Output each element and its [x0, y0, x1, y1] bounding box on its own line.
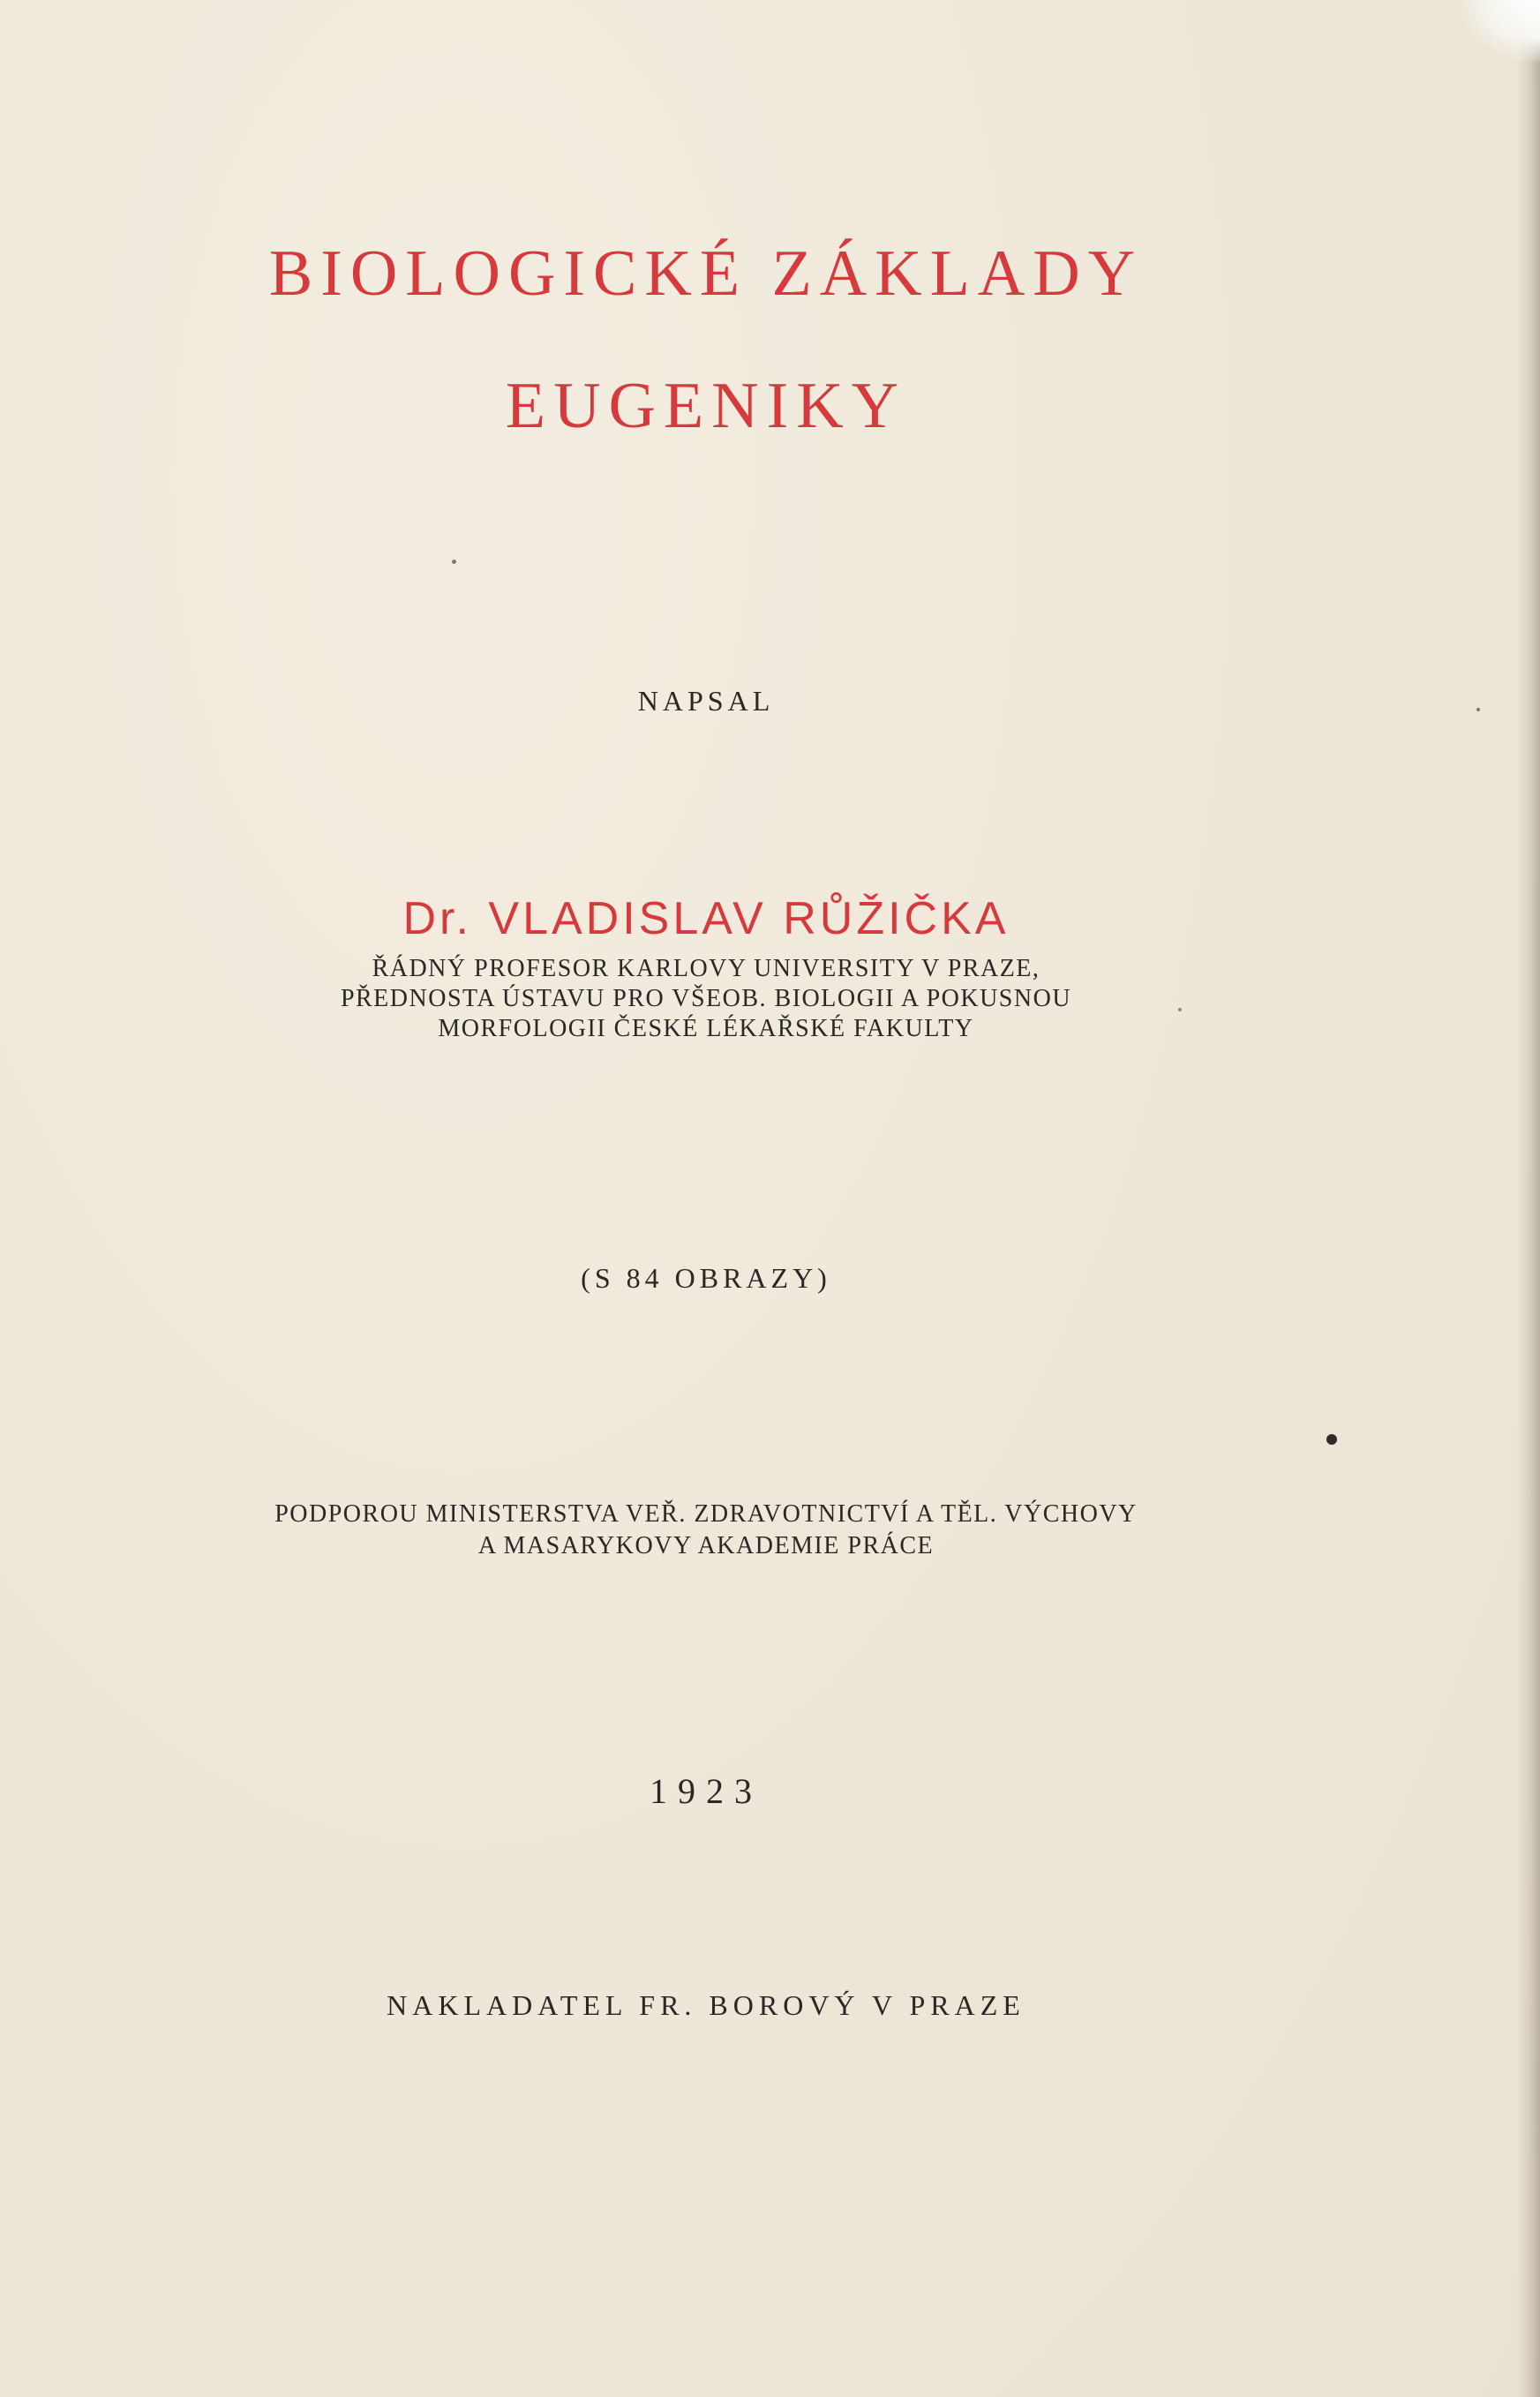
author-affiliation-line: ŘÁDNÝ PROFESOR KARLOVY UNIVERSITY V PRAZE,: [372, 955, 1040, 982]
torn-corner: [1461, 0, 1540, 62]
support-line: A MASARYKOVY AKADEMIE PRÁCE: [477, 1532, 935, 1559]
author-affiliation-line: PŘEDNOSTA ÚSTAVU PRO VŠEOB. BIOLOGII A POKUSNOU: [340, 985, 1072, 1012]
book-title-line-1: BIOLOGICKÉ ZÁKLADY: [268, 237, 1144, 310]
ink-speck: [1476, 708, 1480, 711]
support-line: PODPOROU MINISTERSTVA VEŘ. ZDRAVOTNICTVÍ A TĚL. VÝCHOVY: [274, 1500, 1138, 1528]
publisher-line: NAKLADATEL FR. BOROVÝ V PRAZE: [387, 1989, 1025, 2021]
author-affiliation-line: MORFOLOGII ČESKÉ LÉKAŘSKÉ FAKULTY: [438, 1015, 974, 1042]
book-title-line-2: EUGENIKY: [505, 370, 907, 442]
ink-speck: [1326, 1434, 1337, 1445]
illustrations-note: (S 84 OBRAZY): [581, 1262, 831, 1294]
ink-speck: [452, 560, 456, 564]
byline: NAPSAL: [637, 685, 775, 717]
publication-year: 1923: [650, 1771, 762, 1811]
author-name: Dr. VLADISLAV RŮŽIČKA: [402, 893, 1010, 944]
page-edge-shadow: [1517, 0, 1540, 2397]
